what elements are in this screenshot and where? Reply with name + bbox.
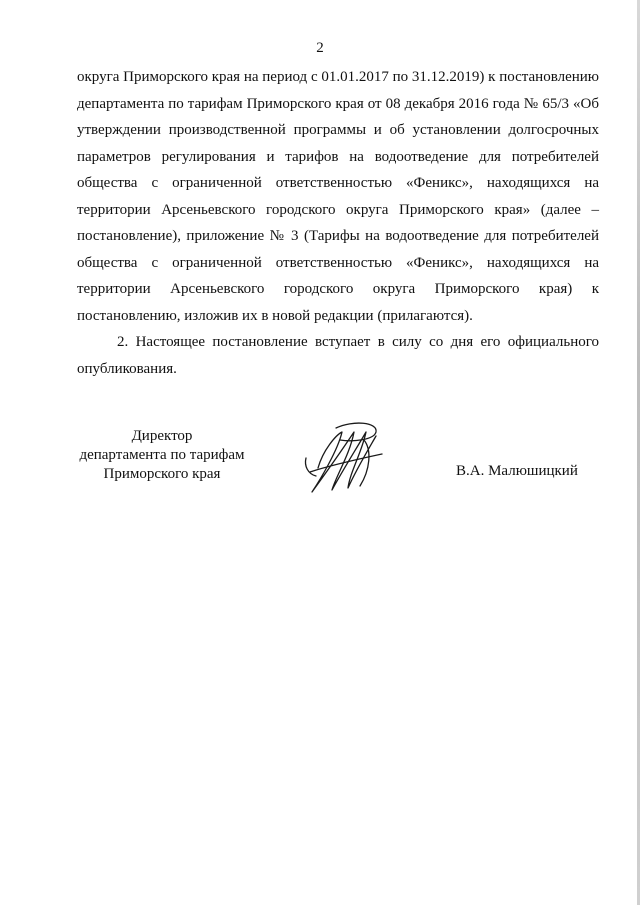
paragraph-2: 2. Настоящее постановление вступает в силу со дня его официального опубликования. [77, 334, 599, 377]
paragraph-1: округа Приморского края на период с 01.01.2017 по 31.12.2019) к постановлению департамента по тарифам Приморского края от 08 декабря 2016 года № 65/3 «Об утверждении производственной программы и об установлении долгосрочных параметров регулирования и тарифов на водоотведение для потребителей общества с ограниченной ответственностью «Феникс», находящихся на территории Арсеньевского городского округа Приморского края» (далее – постановление), приложение № 3 (Тарифы на водоотведение для потребителей общества с ограниченной ответственностью «Феникс», находящихся на территории Арсеньевского городского округа Приморского края) к постановлению, изложив их в новой редакции (прилагаются). [77, 69, 599, 324]
signer-title-line-1: Директор [131, 428, 193, 444]
signer-name: В.А. Малюшицкий [456, 463, 578, 479]
signer-title [77, 427, 247, 484]
document-body [77, 64, 599, 382]
signer-title-line-2: департамента по тарифам [79, 447, 245, 463]
page-number: 2 [316, 40, 324, 56]
signer-title-line-3: Приморского края [103, 466, 221, 482]
handwritten-signature [298, 410, 398, 500]
